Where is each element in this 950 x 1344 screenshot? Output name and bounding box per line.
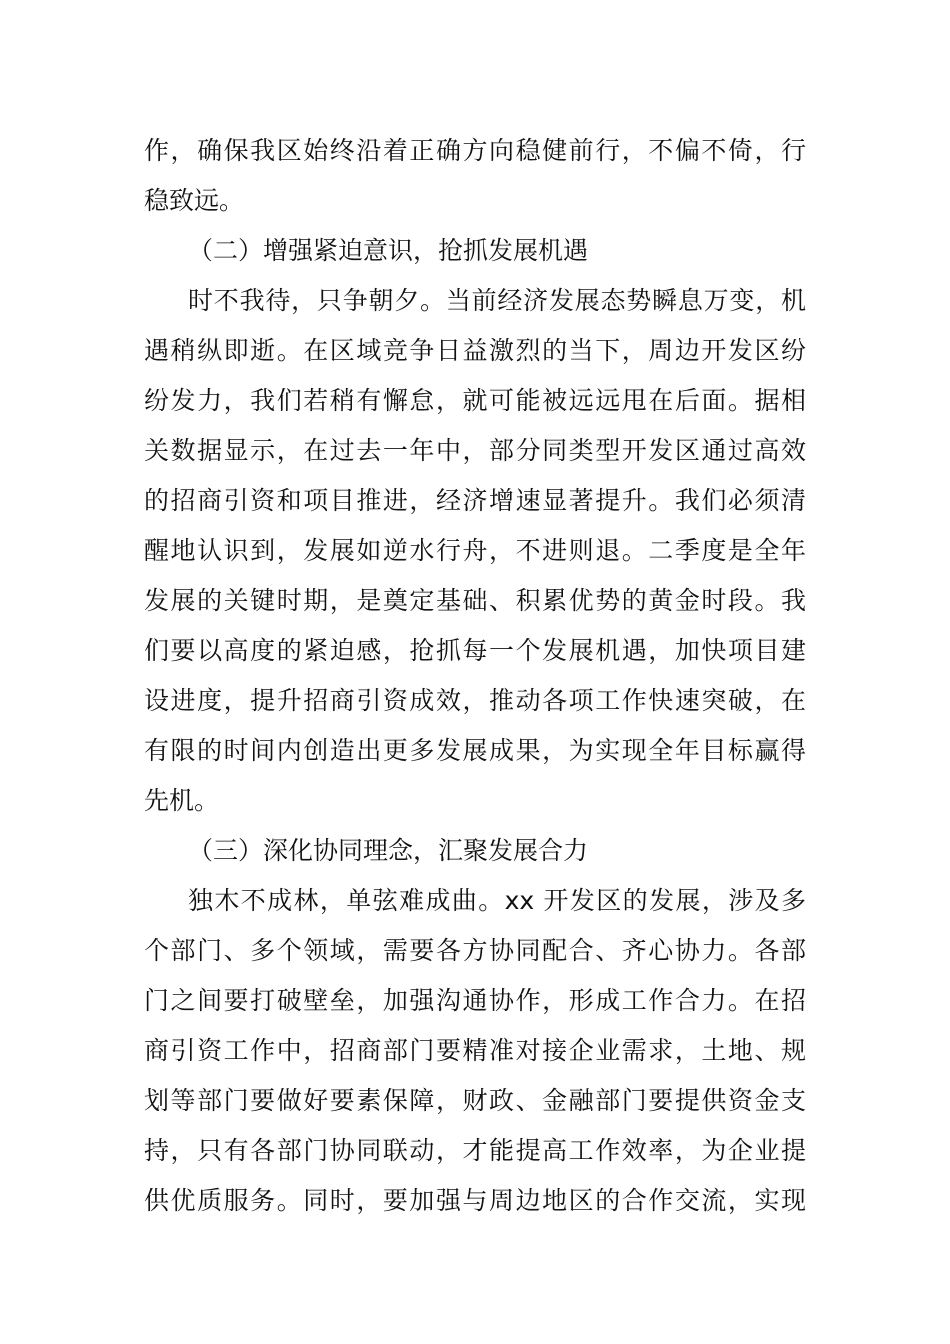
body-text-line: 作，确保我区始终沿着正确方向稳健前行，不偏不倚，行 — [144, 136, 806, 165]
body-text-line: 纷发力，我们若稍有懈怠，就可能被远远甩在后面。据相 — [144, 386, 806, 415]
body-text-line: 商引资工作中，招商部门要精准对接企业需求，土地、规 — [144, 1036, 806, 1065]
body-text-line: 个部门、多个领域，需要各方协同配合、齐心协力。各部 — [144, 936, 806, 965]
body-text-line: 独木不成林，单弦难成曲。xx 开发区的发展，涉及多 — [188, 886, 806, 915]
body-text-line: 先机。 — [144, 786, 220, 815]
body-text-line: 们要以高度的紧迫感，抢抓每一个发展机遇，加快项目建 — [144, 636, 806, 665]
body-text-line: 的招商引资和项目推进，经济增速显著提升。我们必须清 — [144, 486, 806, 515]
body-text-line: 设进度，提升招商引资成效，推动各项工作快速突破，在 — [144, 686, 806, 715]
body-text-line: 时不我待，只争朝夕。当前经济发展态势瞬息万变，机 — [188, 286, 806, 315]
body-text-line: 有限的时间内创造出更多发展成果，为实现全年目标赢得 — [144, 736, 806, 765]
section-heading-3: （三）深化协同理念，汇聚发展合力 — [188, 836, 589, 865]
body-text-line: 醒地认识到，发展如逆水行舟，不进则退。二季度是全年 — [144, 536, 806, 565]
body-text-line: 持，只有各部门协同联动，才能提高工作效率，为企业提 — [144, 1136, 806, 1165]
body-text-line: 发展的关键时期，是奠定基础、积累优势的黄金时段。我 — [144, 586, 806, 615]
body-text-line: 供优质服务。同时，要加强与周边地区的合作交流，实现 — [144, 1186, 806, 1215]
body-text-line: 关数据显示，在过去一年中，部分同类型开发区通过高效 — [144, 436, 806, 465]
body-text-line: 遇稍纵即逝。在区域竞争日益激烈的当下，周边开发区纷 — [144, 336, 806, 365]
body-text-line: 稳致远。 — [144, 186, 245, 215]
body-text-line: 门之间要打破壁垒，加强沟通协作，形成工作合力。在招 — [144, 986, 806, 1015]
section-heading-2: （二）增强紧迫意识，抢抓发展机遇 — [188, 236, 589, 265]
body-text-line: 划等部门要做好要素保障，财政、金融部门要提供资金支 — [144, 1086, 806, 1115]
